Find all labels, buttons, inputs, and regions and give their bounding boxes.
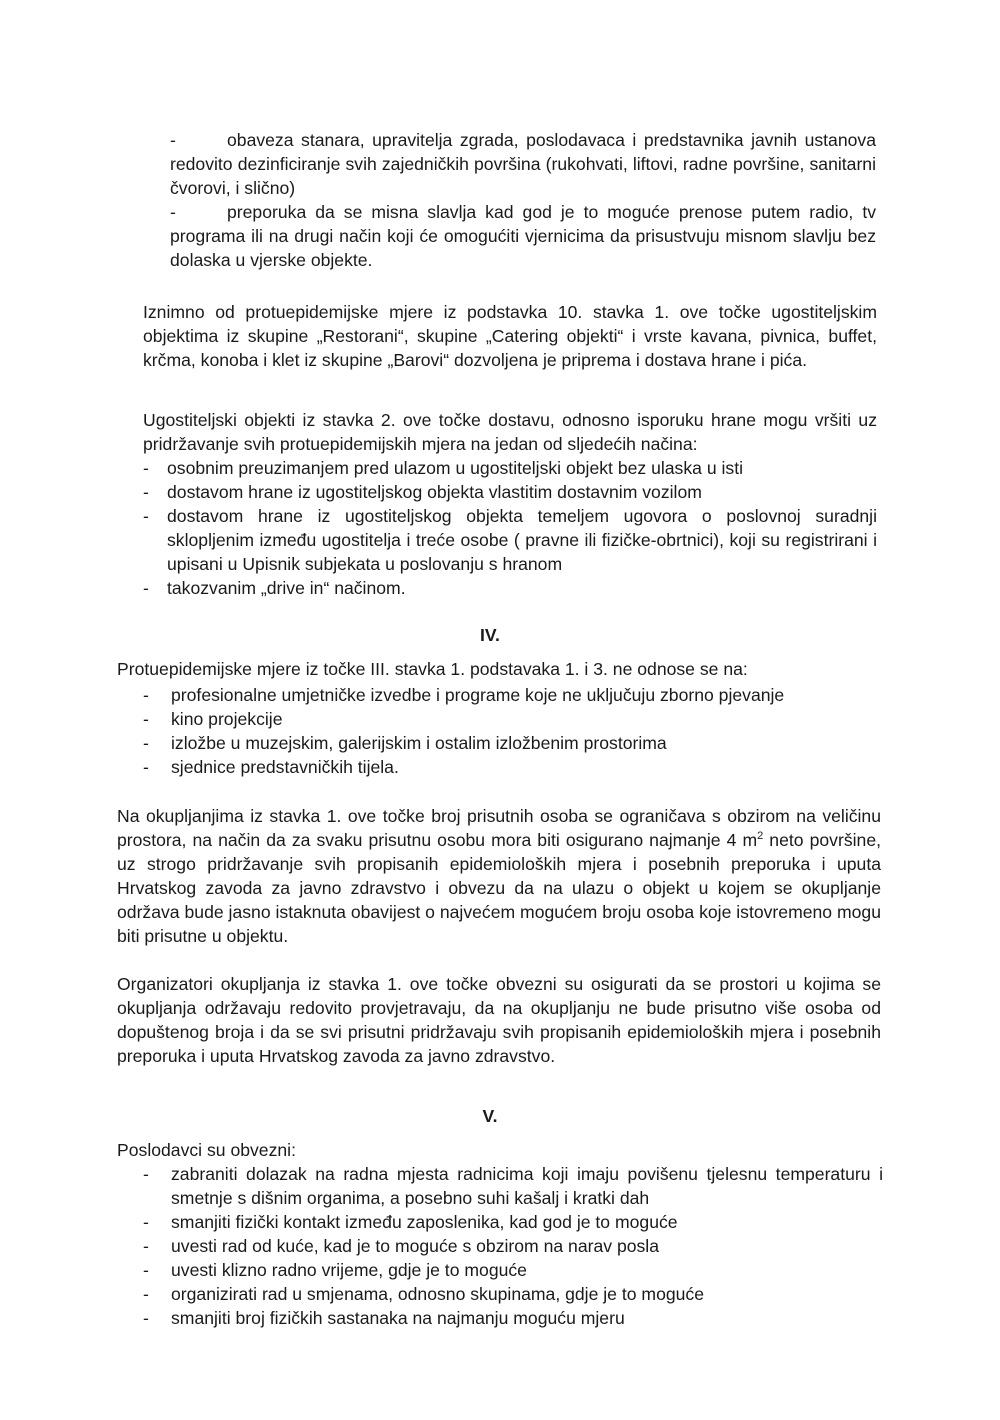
- top-list-item: - preporuka da se misna slavlja kad god je to moguće prenose putem radio, tv programa ili na drugi način koji će omogućiti vjernicima da prisustvuju misnom slavlju bez dolaska u vjerske objekte.: [170, 202, 876, 270]
- list-item: - uvesti rad od kuće, kad je to moguće s obzirom na narav posla: [143, 1236, 660, 1256]
- top-list-item: - obaveza stanara, upravitelja zgrada, poslodavaca i predstavnika javnih ustanova redovito dezinficiranje svih zajedničkih površina (rukohvati, liftovi, radne površine, sanitarni čvorovi, i slično): [170, 130, 876, 198]
- list-item: - osobnim preuzimanjem pred ulazom u ugostiteljski objekt bez ulaska u isti: [143, 458, 743, 478]
- section-heading-v: V.: [482, 1106, 498, 1126]
- bullet-dash: -: [143, 685, 149, 705]
- list-item: - zabraniti dolazak na radna mjesta radnicima koji imaju povišenu tjelesnu temperaturu i smetnje s dišnim organima, a posebno suhi kašalj i kratki dah: [143, 1164, 883, 1208]
- section-iv-paragraph-1: Na okupljanjima iz stavka 1. ove točke broj prisutnih osoba se ograničava s obzirom na veličinu prostora, na način da za svaku prisutnu osobu mora biti osigurano najmanje 4 $m^2$ neto površine, uz strogo pridržavanje svih propisanih epidemioloških mjera i posebnih preporuka i uputa Hrvatskog zavoda za javno zdravstvo i obvezu da na ulazu o objekt u kojem se okupljanje održava bude jasno istaknuta obavijest o najvećem mogućem broju osoba koje istovremeno mogu biti prisutne u objektu.: [117, 806, 881, 946]
- list-item: - dostavom hrane iz ugostiteljskog objekta vlastitim dostavnim vozilom: [143, 482, 702, 502]
- list-item: - dostavom hrane iz ugostiteljskog objekta temeljem ugovora o poslovnoj suradnji sklopljenim između ugostitelja i treće osobe ( pravne ili fizičke-obrtnici), koji su registrirani i upisani u Upisnik subjekata u poslovanju s hranom: [143, 506, 877, 574]
- bullet-dash: -: [143, 733, 149, 753]
- list-item: - takozvanim „drive in“ načinom.: [143, 578, 406, 598]
- section-v-intro: Poslodavci su obvezni:: [117, 1140, 296, 1160]
- bullet-dash: -: [143, 709, 149, 729]
- bullet-dash: -: [143, 757, 149, 777]
- section-iv-list: [143, 683, 883, 779]
- section-iv-paragraph-2: Organizatori okupljanja iz stavka 1. ove točke obvezni su osigurati da se prostori u kojima se okupljanja održavaju redovito provjetravaju, da na okupljanju ne bude prisutno više osoba od dopuštenog broja i da se svi prisutni pridržavaju svih propisanih epidemioloških mjera i posebnih preporuka i uputa Hrvatskog zavoda za javno zdravstvo.: [117, 974, 881, 1066]
- delivery-list: [143, 456, 877, 600]
- bullet-dash: -: [143, 1260, 149, 1280]
- bullet-dash: -: [143, 1284, 149, 1304]
- bullet-dash: -: [143, 1212, 149, 1232]
- superscript: 2: [757, 830, 764, 843]
- bullet-dash: -: [143, 1164, 149, 1184]
- paragraph-exception: Iznimno od protuepidemijske mjere iz podstavka 10. stavka 1. ove točke ugostiteljskim objektima iz skupine „Restorani“, skupine „Catering objekti“ i vrste kavana, pivnica, buffet, krčma, konoba i klet iz skupine „Barovi“ dozvoljena je priprema i dostava hrane i pića.: [143, 302, 877, 370]
- bullet-dash: -: [143, 482, 149, 502]
- list-item: - uvesti klizno radno vrijeme, gdje je to moguće: [143, 1260, 527, 1280]
- bullet-dash: -: [143, 578, 149, 598]
- list-item: - kino projekcije: [143, 709, 283, 729]
- bullet-dash: -: [170, 130, 176, 150]
- section-v-list: [143, 1162, 883, 1330]
- section-iv-intro: Protuepidemijske mjere iz točke III. stavka 1. podstavaka 1. i 3. ne odnose se na:: [117, 659, 748, 679]
- list-item: - izložbe u muzejskim, galerijskim i ostalim izložbenim prostorima: [143, 733, 667, 753]
- bullet-dash: -: [143, 1308, 149, 1328]
- bullet-dash: -: [143, 506, 149, 526]
- list-item: - organizirati rad u smjenama, odnosno skupinama, gdje je to moguće: [143, 1284, 705, 1304]
- list-item: - sjednice predstavničkih tijela.: [143, 757, 399, 777]
- paragraph-delivery-intro: Ugostiteljski objekti iz stavka 2. ove točke dostavu, odnosno isporuku hrane mogu vršiti uz pridržavanje svih protuepidemijskih mjera na jedan od sljedećih načina:: [143, 410, 877, 454]
- list-item: - smanjiti fizički kontakt između zaposlenika, kad god je to moguće: [143, 1212, 678, 1232]
- bullet-dash: -: [143, 1236, 149, 1256]
- section-heading-iv: IV.: [480, 625, 500, 645]
- bullet-dash: -: [143, 458, 149, 478]
- bullet-dash: -: [170, 202, 176, 222]
- top-list: [170, 128, 876, 272]
- list-item: - profesionalne umjetničke izvedbe i programe koje ne uključuju zborno pjevanje: [143, 685, 785, 705]
- list-item: - smanjiti broj fizičkih sastanaka na najmanju moguću mjeru: [143, 1308, 625, 1328]
